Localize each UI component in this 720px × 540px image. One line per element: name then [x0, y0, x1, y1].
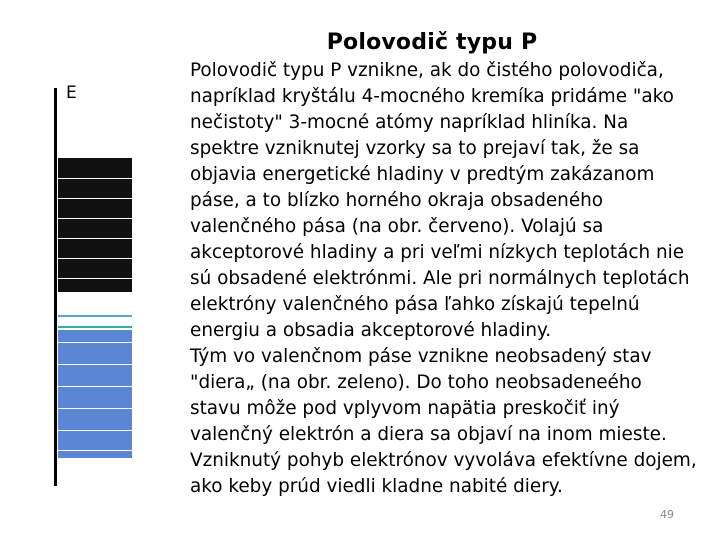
slide-title: Polovodič typu P [326, 30, 538, 55]
energy-band-diagram [0, 0, 180, 540]
band-level-line [58, 178, 132, 179]
conduction-band [58, 158, 132, 292]
body-line: Vzniknutý pohyb elektrónov vyvoláva efektívne dojem, [190, 450, 697, 471]
band-level-line [58, 238, 132, 239]
body-line: sú obsadené elektrónmi. Ale pri normálnych teplotách [190, 268, 690, 289]
body-paragraph [190, 58, 710, 500]
band-level-line [58, 364, 132, 365]
acceptor-level [58, 315, 132, 317]
body-line: napríklad kryštálu 4-mocného kremíka pridáme "ako [190, 86, 674, 107]
body-line: "diera„ (na obr. zeleno). Do toho neobsadeneého [190, 372, 642, 393]
body-line: stavu môže pod vplyvom napätia preskočiť iný [190, 398, 620, 419]
band-level-line [58, 258, 132, 259]
valence-band [58, 330, 132, 458]
energy-axis-label: E [66, 83, 77, 103]
hole-level [58, 326, 132, 328]
band-level-line [58, 450, 132, 451]
body-line: objavia energetické hladiny v predtým zakázanom [190, 164, 655, 185]
energy-axis [54, 88, 57, 486]
band-level-line [58, 386, 132, 387]
body-line: spektre vzniknutej vzorky sa to prejaví tak, že sa [190, 138, 640, 159]
band-level-line [58, 278, 132, 279]
body-line: energiu a obsadia akceptorové hladiny. [190, 320, 552, 341]
body-line: valenčného pása (na obr. červeno). Volajú sa [190, 216, 604, 237]
band-level-line [58, 218, 132, 219]
band-level-line [58, 408, 132, 409]
body-line: páse, a to blízko horného okraja obsadeného [190, 190, 604, 211]
body-line: Tým vo valenčnom páse vznikne neobsadený stav [190, 346, 652, 367]
band-level-line [58, 430, 132, 431]
body-line: Polovodič typu P vznikne, ak do čistého polovodiča, [190, 60, 664, 81]
band-level-line [58, 342, 132, 343]
body-line: akceptorové hladiny a pri veľmi nízkych teplotách nie [190, 242, 685, 263]
body-line: elektróny valenčného pása ľahko získajú tepelnú [190, 294, 640, 315]
body-line: ako keby prúd viedli kladne nabité diery. [190, 476, 563, 497]
body-line: valenčný elektrón a diera sa objaví na inom mieste. [190, 424, 667, 445]
page-number: 49 [660, 508, 674, 521]
band-level-line [58, 198, 132, 199]
body-line: nečistoty" 3-mocné atómy napríklad hliníka. Na [190, 112, 629, 133]
